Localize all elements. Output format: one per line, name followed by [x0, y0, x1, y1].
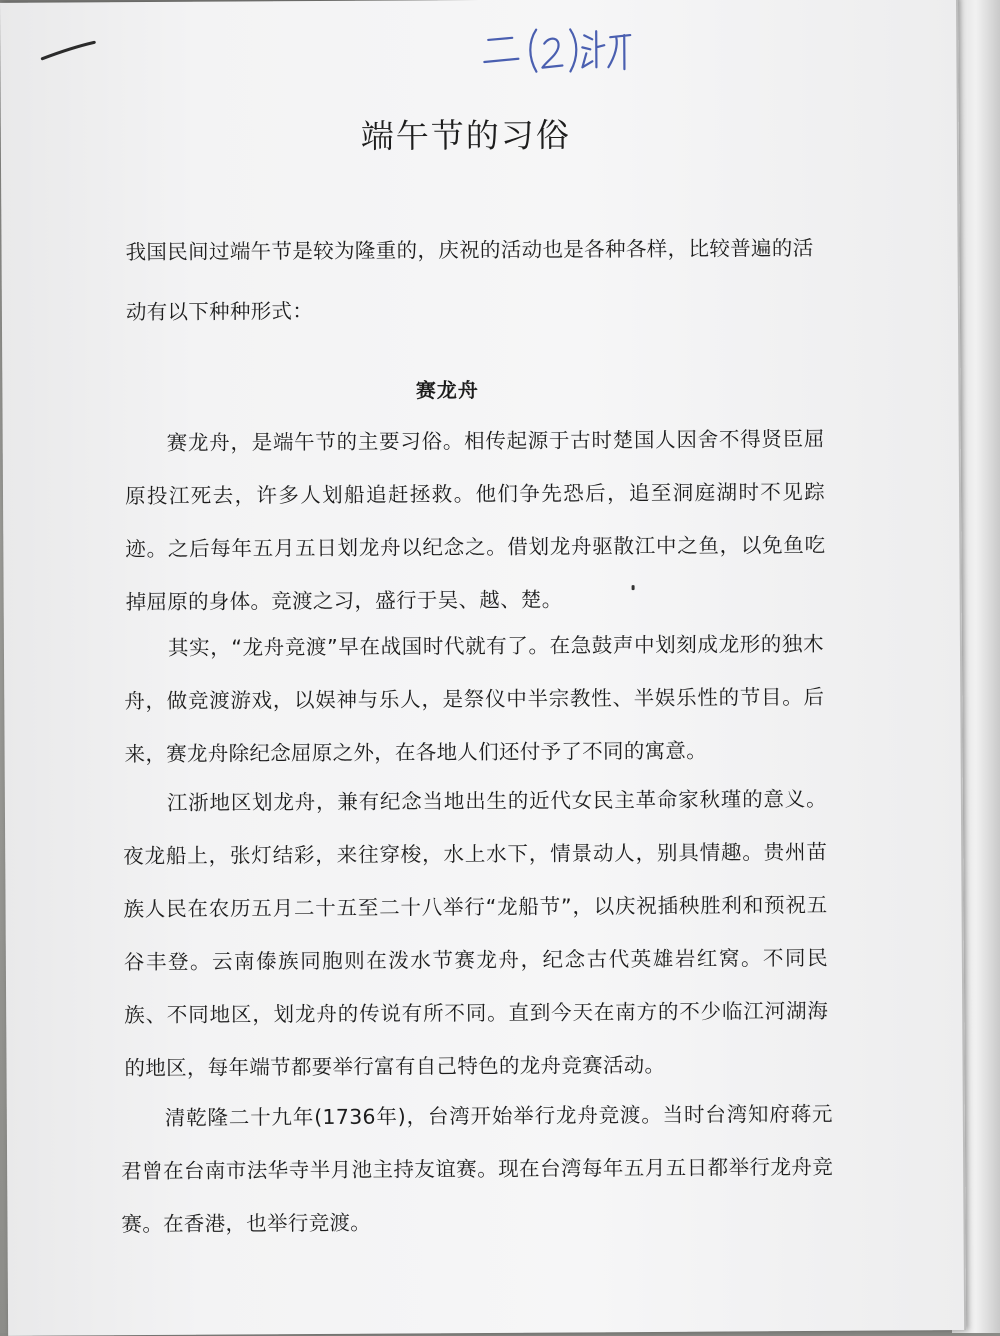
paragraph-3: 江浙地区划龙舟，兼有纪念当地出生的近代女民主革命家秋瑾的意义。夜龙船上，张灯结彩，来往穿梭，水上水下，情景动人，别具情趣。贵州苗族人民在农历五月二十五至二十八举行“龙船节”，以庆祝插秧胜利和预祝五谷丰登。云南傣族同胞则在泼水节赛龙舟，纪念古代英雄岩红窝。不同民族、不同地区，划龙舟的传说有所不同。直到今天在南方的不少临江河湖海的地区，每年端节都要举行富有自己特色的龙舟竞赛活动。 — [123, 786, 829, 1081]
paragraph-4: 清乾隆二十九年(1736年)，台湾开始举行龙舟竞渡。当时台湾知府蒋元君曾在台南市法华寺半月池主持友谊赛。现在台湾每年五月五日都举行龙舟竞赛。在香港，也举行竞渡。 — [121, 1101, 834, 1237]
pen-mark — [38, 38, 98, 62]
ink-speck — [632, 585, 635, 590]
paragraph-2: 其实，“龙舟竞渡”早在战国时代就有了。在急鼓声中划刻成龙形的独木舟，做竞渡游戏，以娱神与乐人，是祭仪中半宗教性、半娱乐性的节目。后来，赛龙舟除纪念屈原之外，在各地人们还付予了不同的寓意。 — [124, 631, 825, 767]
paragraph-1: 赛龙舟，是端午节的主要习俗。相传起源于古时楚国人因舍不得贤臣屈原投江死去，许多人划船追赶拯救。他们争先恐后，追至洞庭湖时不见踪迹。之后每年五月五日划龙舟以纪念之。借划龙舟驱散江中之鱼，以免鱼吃掉屈原的身体。竞渡之习，盛行于吴、越、楚。 — [124, 426, 826, 615]
section-heading: 赛龙舟 — [415, 378, 479, 403]
handwritten-note-text — [484, 25, 610, 75]
page-title: 端午节的习俗 — [360, 115, 571, 156]
intro-paragraph: 我国民间过端午节是较为隆重的，庆祝的活动也是各种各样，比较普遍的活动有以下种种形式： — [125, 235, 814, 325]
